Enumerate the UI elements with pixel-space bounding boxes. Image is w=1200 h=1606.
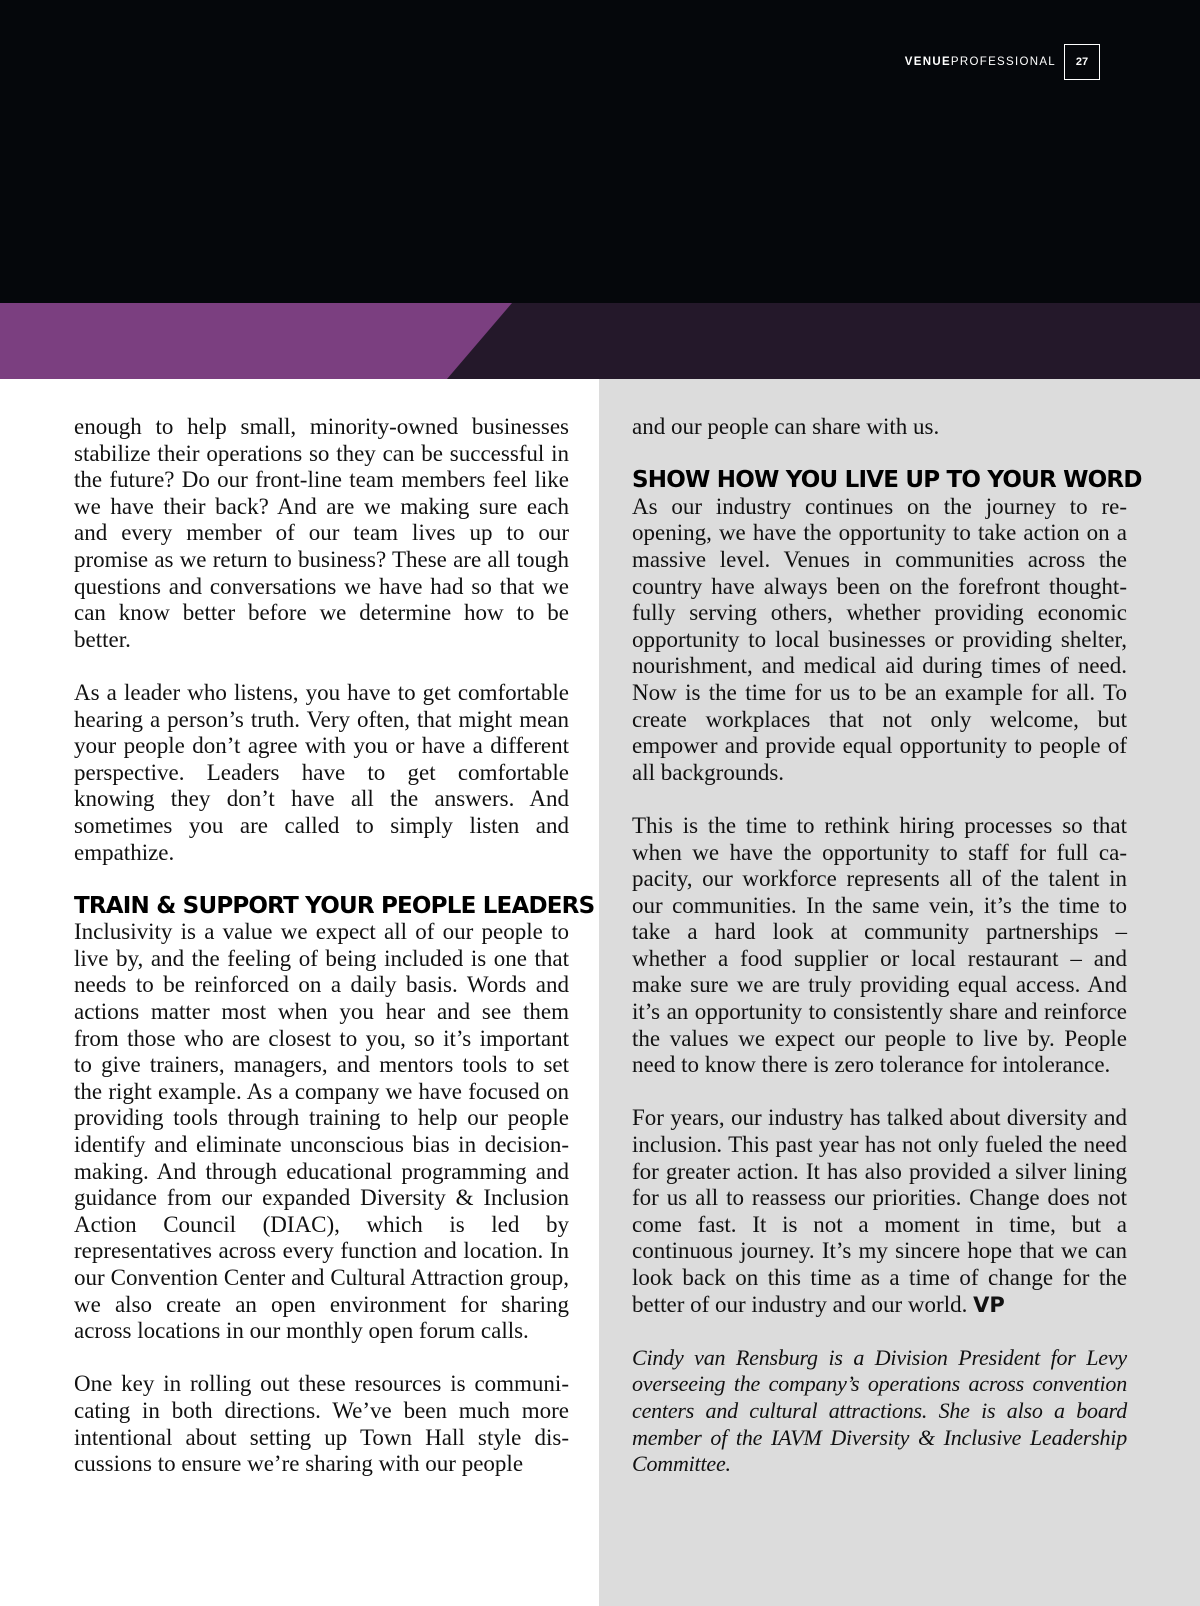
end-mark-vp: VP — [973, 1292, 1005, 1317]
decorative-band — [0, 303, 1200, 379]
left-paragraph-2: As a leader who listens, you have to get comfortable hearing a person’s truth. Very often, that might mean your people don’t agree with you or have a different perspective. Leaders have to get comfortable knowing they don’t have all the answers. And sometimes you are called to simply listen and empathize. — [74, 679, 569, 865]
section-heading-train-support: TRAIN & SUPPORT YOUR PEOPLE LEADERS — [74, 892, 595, 919]
right-paragraph-3: This is the time to rethink hiring processes so that when we have the opportunity to staff for full capacity, our workforce represents all of the talent in our communities. In the same vein, it’s the time to take a hard look at community partnerships – whether a food supplier or local restaurant – and make sure we are truly providing equal access. And it’s an opportunity to consistently share and reinforce the values we expect our people to live by. People need to know there is zero tolerance for intolerance. — [632, 812, 1127, 1078]
masthead — [905, 44, 1100, 80]
brand-venue: VENUE — [904, 56, 951, 68]
left-column — [74, 414, 595, 1504]
right-paragraph-4-text: For years, our industry has talked about diversity and inclusion. This past year has not only fueled the need for greater action. It has also provided a silver lining for us all to reassess our priorities. Change does not come fast. It is not a moment in time, but a continuous journey. It’s my sincere hope that we can look back on this time as a time of change for the better of our industry and our world. — [632, 1105, 1127, 1317]
band-purple-wedge — [0, 303, 512, 379]
right-column — [632, 414, 1142, 1504]
right-paragraph-1: and our people can share with us. — [632, 414, 940, 439]
author-bio: Cindy van Rensburg is a Division President for Levy overseeing the company’s operations across convention centers and cultural attractions. She is also a board member of the IAVM Diversity & Inclusive Leadership Committee. — [632, 1344, 1127, 1477]
left-paragraph-3: Inclusivity is a value we expect all of our people to live by, and the feeling of being included is one that needs to be reinforced on a daily basis. Words and actions matter most when you hear and see them from those who are closest to you, so it’s important to give trainers, managers, and mentors tools to set the right example. As a company we have focused on providing tools through training to help our people identify and eliminate unconscious bias in decision-making. And through educational programming and guidance from our expanded Diversity & Inclusion Action Council (DIAC), which is led by representatives across every function and location. In our Convention Center and Cultural Attraction group, we also create an open environment for sharing across locations in our monthly open forum calls. — [74, 919, 569, 1344]
section-heading-live-up-to-word: SHOW HOW YOU LIVE UP TO YOUR WORD — [632, 467, 1142, 494]
right-paragraph-2: As our industry continues on the journey to reopening, we have the opportunity to take action on a massive level. Venues in communities across the country have always been on the forefront thoughtfully serving others, whether providing economic opportunity to local businesses or providing shelter, nourishment, and medical aid during times of need. Now is the time for us to be an example for all. To create workplaces that not only welcome, but empower and provide equal opportunity to people of all backgrounds. — [632, 493, 1127, 785]
magazine-brand — [905, 56, 1056, 68]
header-banner — [0, 0, 1200, 303]
left-paragraph-4: One key in rolling out these resources is communicating in both directions. We’ve been much more intentional about setting up Town Hall style discussions to ensure we’re sharing with our people — [74, 1371, 569, 1477]
right-paragraph-4 — [632, 1105, 1127, 1318]
left-paragraph-1: enough to help small, minority-owned businesses stabilize their operations so they can be successful in the future? Do our front-line team members feel like we have their back? And are we making sure each and every member of our team lives up to our promise as we return to business? These are all tough questions and conversations we have had so that we can know better before we determine how to be better. — [74, 414, 569, 652]
page-number: 27 — [1064, 44, 1100, 80]
brand-professional: PROFESSIONAL — [950, 56, 1056, 68]
